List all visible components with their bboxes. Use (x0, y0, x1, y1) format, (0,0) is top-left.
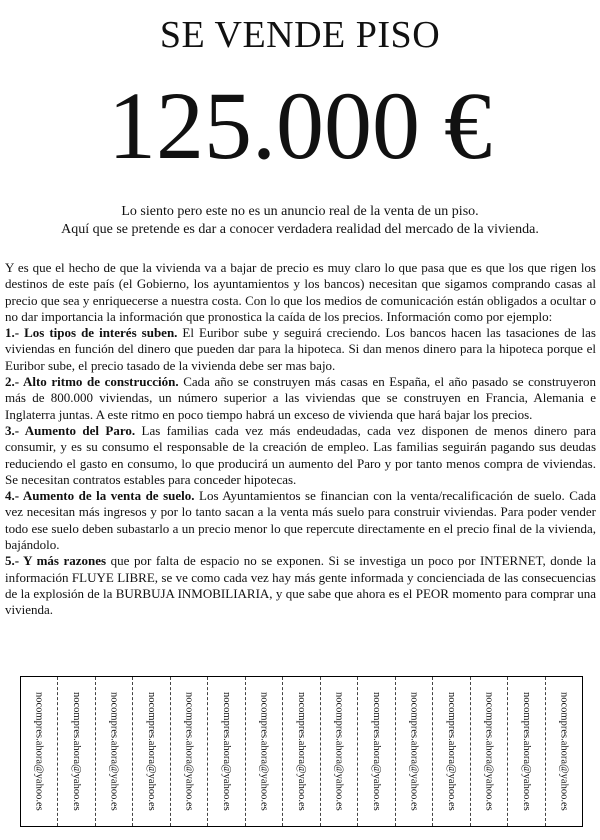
tear-tab[interactable] (133, 677, 170, 826)
point-3 (5, 423, 596, 488)
body-text (5, 260, 596, 619)
tear-tab-email: nocompres.ahora@yahoo.es (483, 692, 495, 811)
point-5 (5, 553, 596, 618)
price: 125.000 € (108, 72, 492, 179)
tear-tab[interactable] (96, 677, 133, 826)
tear-tab[interactable] (321, 677, 358, 826)
tear-tab-email: nocompres.ahora@yahoo.es (520, 692, 532, 811)
point-2-text: Cada año se construyen más casas en España, el año pasado se construyeron más de 800.000 viviendas, un número superior a las viviendas que se construyen en Francia, Alemania e Inglaterra juntas. A este ritmo en poco tiempo habrá un exceso de vivienda que hará bajar los precios. (5, 374, 596, 422)
tear-tab[interactable] (508, 677, 545, 826)
tear-tab[interactable] (471, 677, 508, 826)
notice-line-2: Aquí que se pretende es dar a conocer verdadera realidad del mercado de la vivienda. (61, 222, 539, 237)
tear-tab-email: nocompres.ahora@yahoo.es (146, 692, 158, 811)
tear-tab[interactable] (171, 677, 208, 826)
tear-tab-email: nocompres.ahora@yahoo.es (221, 692, 233, 811)
tear-tab-email: nocompres.ahora@yahoo.es (370, 692, 382, 811)
tear-tab[interactable] (21, 677, 58, 826)
point-4-text: Los Ayuntamientos se financian con la venta/recalificación de suelo. Cada vez necesitan más ingresos y por lo tanto sacan a la venta más suelo para construir viviendas. Para poder vender todo ese suelo deben subastarlo a un precio menor lo que repercute directamente en el precio final de la vivienda, bajándolo. (5, 488, 597, 553)
tear-tab-email: nocompres.ahora@yahoo.es (296, 692, 308, 811)
point-2 (5, 374, 596, 423)
tear-tab-email: nocompres.ahora@yahoo.es (258, 692, 270, 811)
tear-tab[interactable] (208, 677, 245, 826)
point-2-heading: 2.- Alto ritmo de construcción. (5, 374, 179, 390)
point-4-heading: 4.- Aumento de la venta de suelo. (5, 488, 195, 504)
point-1 (5, 325, 596, 374)
notice-line-1: Lo siento pero este no es un anuncio real de la venta de un piso. (121, 204, 479, 219)
tear-tab-email: nocompres.ahora@yahoo.es (445, 692, 457, 811)
point-5-text: que por falta de espacio no se exponen. Si se investiga un poco por INTERNET, donde la información FLUYE LIBRE, se ve como cada vez hay más gente informada y concienciada de las consecuencias de la explosión de la BURBUJA INMOBILIARIA, y que sabe que ahora es el PEOR momento para comprar una vivienda. (5, 553, 596, 618)
tear-tab-email: nocompres.ahora@yahoo.es (183, 692, 195, 811)
tear-tab-email: nocompres.ahora@yahoo.es (33, 692, 45, 811)
notice (0, 203, 600, 239)
point-1-text: El Euribor sube y seguirá creciendo. Los bancos hacen las tasaciones de las viviendas en función del dinero que pueden dar para la hipoteca. Si dan menos dinero para la hipoteca porque el Euribor sube, el precio tasado de la vivienda debe ser mas bajo. (5, 325, 596, 373)
point-3-text: Las familias cada vez más endeudadas, cada vez disponen de menos dinero para consumir, y es su consumo el responsable de la creación de empleo. Las familias seguirán pagando sus deudas reduciendo el gasto en consumo, lo que producirá un aumento del Paro y por tanto menos compra de viviendas. Se necesitan contratos estables para conceder hipotecas. (5, 422, 596, 487)
tear-tab-email: nocompres.ahora@yahoo.es (333, 692, 345, 811)
point-4 (5, 488, 596, 553)
point-1-heading: 1.- Los tipos de interés suben. (5, 325, 178, 341)
intro-paragraph: Y es que el hecho de que la vivienda va a bajar de precio es muy claro lo que pasa que es que los que rigen los destinos de este país (el Gobierno, los ayuntamientos y los bancos) necesitan que sigamos comprando casas al precio que sea y enriquecerse a nuestra costa. Con lo que los medios de comunicación están obligados a ocultar o no dar importancia la información que pronostica la caída de los precios. Información como por ejemplo: (5, 260, 596, 324)
point-3-heading: 3.- Aumento del Paro. (5, 422, 136, 438)
tear-tab-email: nocompres.ahora@yahoo.es (71, 692, 83, 811)
tear-tab[interactable] (396, 677, 433, 826)
tear-tab[interactable] (246, 677, 283, 826)
tear-off-tabs (20, 676, 583, 827)
tear-tab[interactable] (433, 677, 470, 826)
tear-tab[interactable] (358, 677, 395, 826)
tear-tab-email: nocompres.ahora@yahoo.es (108, 692, 120, 811)
tear-tab[interactable] (546, 677, 582, 826)
page-title: SE VENDE PISO (159, 14, 441, 56)
tear-tab[interactable] (58, 677, 95, 826)
tear-tab-email: nocompres.ahora@yahoo.es (558, 692, 570, 811)
tear-tab-email: nocompres.ahora@yahoo.es (408, 692, 420, 811)
point-5-heading: 5.- Y más razones (5, 553, 107, 569)
tear-tab[interactable] (283, 677, 320, 826)
